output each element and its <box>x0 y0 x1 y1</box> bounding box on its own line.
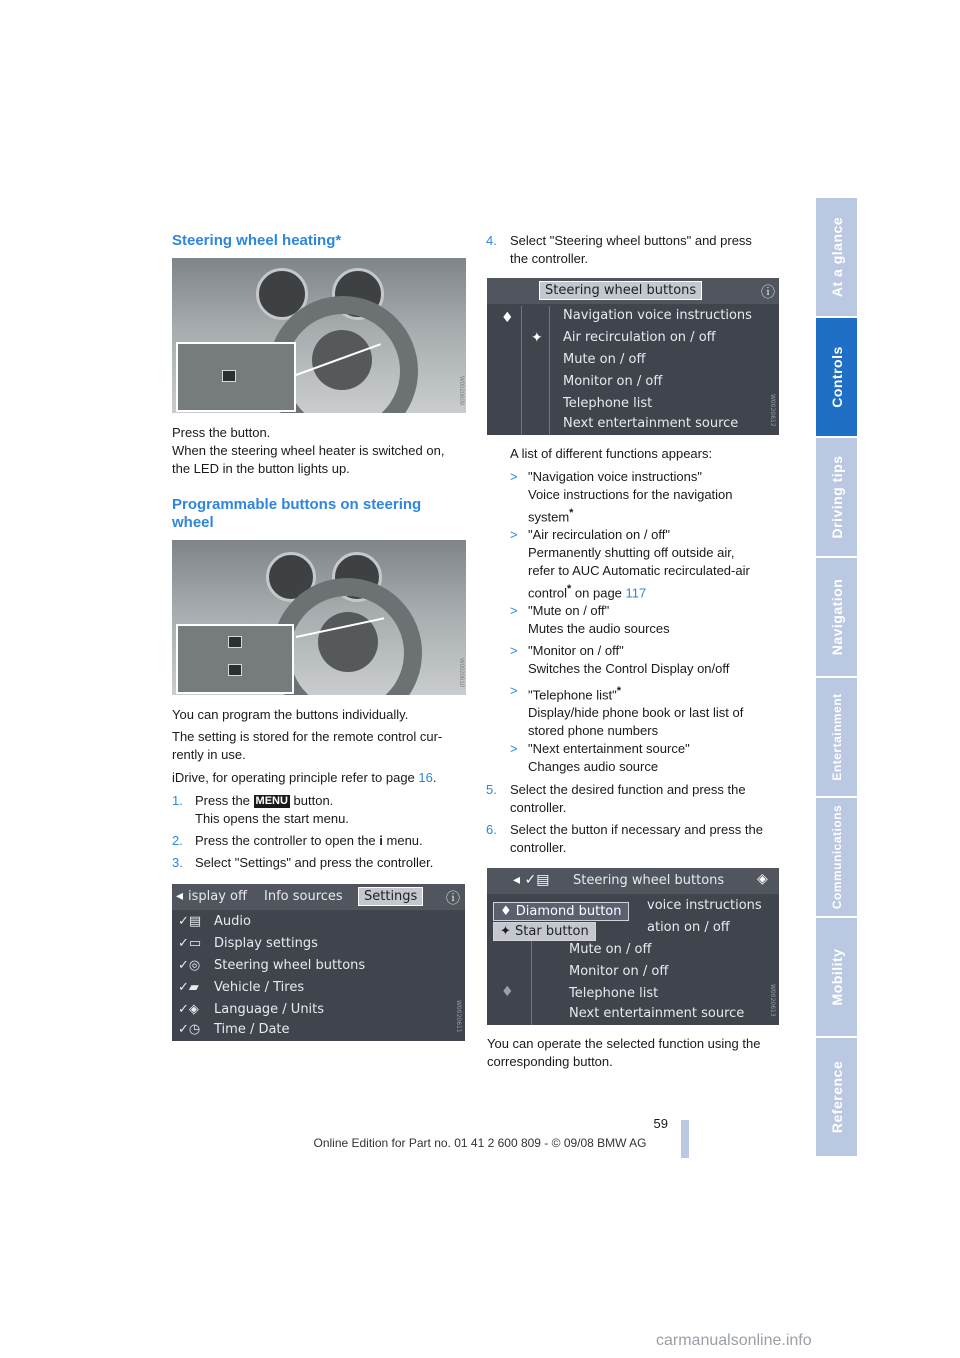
text-line: This opens the start menu. <box>195 811 349 826</box>
step-number: 5. <box>486 782 497 797</box>
menu-item: Display settings <box>214 936 318 951</box>
star-button-option <box>493 922 596 941</box>
text-line: Select the button if necessary and press the <box>510 822 763 837</box>
image-code: W0020610 <box>458 657 464 687</box>
tab-label: Entertainment <box>829 693 844 781</box>
menu-item: Mute on / off <box>563 352 646 367</box>
text-line: Display/hide phone book or last list of <box>528 705 744 721</box>
text: . <box>432 770 437 785</box>
bullet-arrow: > <box>510 683 518 698</box>
tab-navigation[interactable] <box>816 558 857 676</box>
tab-label: Driving tips <box>828 455 845 539</box>
bullet-item <box>510 642 800 676</box>
steering-wheel-icon: ✓◎ <box>178 958 201 973</box>
text: control <box>528 585 568 601</box>
bullet-item <box>510 468 800 525</box>
tab-label: Reference <box>828 1060 845 1134</box>
option-star: * <box>616 685 622 697</box>
menu-key-icon: MENU <box>255 795 288 807</box>
text-line: refer to AUC Automatic recirculated-air <box>528 563 750 578</box>
display-icon: ✓▭ <box>178 936 202 951</box>
text-line: controller. <box>510 800 567 815</box>
info-icon: ⓘ <box>446 891 460 907</box>
tab-driving-tips[interactable] <box>816 438 857 556</box>
menu-item: voice instructions <box>647 898 762 913</box>
bullet-title: "Mute on / off" <box>528 603 610 618</box>
back-arrow-icon: ◂ ✓▤ <box>513 872 550 888</box>
steering-wheel-heating-photo <box>172 258 466 413</box>
tab-label: Navigation <box>828 578 845 656</box>
popup-label: Diamond button <box>515 904 622 919</box>
bullet-item <box>510 526 800 601</box>
step-number: 6. <box>486 822 497 837</box>
step-number: 1. <box>172 793 183 808</box>
menu-item: Monitor on / off <box>569 964 669 979</box>
tab-label: Controls <box>828 346 845 408</box>
text-line: When the steering wheel heater is switched on, <box>172 443 445 458</box>
step-number: 3. <box>172 855 183 870</box>
text: Select "Settings" and press the controller. <box>195 855 434 870</box>
image-code: W0020612 <box>769 394 776 427</box>
steering-wheel-buttons-screen <box>487 278 779 435</box>
bullet-arrow: > <box>510 741 518 756</box>
paragraph: You can program the buttons individually. <box>172 707 409 722</box>
menu-item: Air recirculation on / off <box>563 330 716 345</box>
bullet-arrow: > <box>510 527 518 542</box>
menu-item: Vehicle / Tires <box>214 980 305 995</box>
controller-icon: ◈ <box>757 871 768 887</box>
popup-label: Star button <box>515 924 589 939</box>
text-line: Select the desired function and press the <box>510 782 746 797</box>
menu-item: Time / Date <box>214 1022 290 1037</box>
tab-entertainment[interactable] <box>816 678 857 796</box>
heading-line: Programmable buttons on steering <box>172 496 422 513</box>
paragraph <box>172 424 444 478</box>
text: Press the <box>195 793 254 808</box>
step-3 <box>172 854 434 872</box>
tab-mobility[interactable] <box>816 918 857 1036</box>
list-intro: A list of different functions appears: <box>510 446 713 461</box>
bullet-item <box>510 602 800 636</box>
chapter-tabs <box>816 198 857 1160</box>
info-icon: i <box>379 833 383 848</box>
text-line: The setting is stored for the remote control cur- <box>172 729 443 744</box>
menu-item: ation on / off <box>647 920 730 935</box>
diamond-icon: ♦ <box>501 310 514 326</box>
diamond-button-option <box>493 902 629 921</box>
tab-controls[interactable] <box>816 318 857 436</box>
tab-settings: Settings <box>358 887 423 906</box>
text-line: the LED in the button lights up. <box>172 461 350 476</box>
audio-icon: ✓▤ <box>178 914 202 929</box>
language-icon: ✓◈ <box>178 1002 199 1017</box>
star-icon: ✦ <box>500 924 516 939</box>
step-6 <box>486 821 763 855</box>
text-line: controller. <box>510 840 567 855</box>
button-assignment-screen <box>487 868 779 1025</box>
step-5 <box>486 781 746 815</box>
tab-at-a-glance[interactable] <box>816 198 857 316</box>
bullet-arrow: > <box>510 469 518 484</box>
menu-item: Monitor on / off <box>563 374 663 389</box>
text: Press the controller to open the <box>195 833 380 848</box>
bullet-arrow: > <box>510 643 518 658</box>
bullet-title: "Monitor on / off" <box>528 643 624 658</box>
footer-text: Online Edition for Part no. 01 41 2 600 809 - © 09/08 BMW AG <box>313 1136 647 1150</box>
paragraph <box>172 769 437 787</box>
option-star: * <box>569 507 574 519</box>
text: button. <box>289 793 334 808</box>
text-line: Changes audio source <box>528 759 659 774</box>
menu-item: Mute on / off <box>569 942 652 957</box>
text-line: Permanently shutting off outside air, <box>528 545 735 560</box>
menu-top-item: Info sources <box>264 889 343 904</box>
programmable-buttons-photo <box>172 540 466 695</box>
image-code: W0020613 <box>769 984 776 1017</box>
bullet-title: "Navigation voice instructions" <box>528 469 702 484</box>
menu-top-item: isplay off <box>188 889 247 904</box>
image-code: W0020609 <box>458 375 464 405</box>
page-link[interactable]: 16 <box>418 770 433 785</box>
bullet-title: "Telephone list" <box>528 687 617 703</box>
text-line: Select "Steering wheel buttons" and press <box>510 233 752 248</box>
text-line: Switches the Control Display on/off <box>528 661 730 676</box>
page-number: 59 <box>653 1116 668 1131</box>
heading-line: wheel <box>172 514 214 531</box>
menu-item: Next entertainment source <box>569 1006 745 1021</box>
step-number: 4. <box>486 233 497 248</box>
text: menu. <box>382 833 423 848</box>
text-line: corresponding button. <box>487 1054 613 1069</box>
option-star: * <box>567 583 572 595</box>
bullet-title: "Air recirculation on / off" <box>528 527 670 542</box>
text-line: system <box>528 509 570 525</box>
step-number: 2. <box>172 833 183 848</box>
info-icon: ⓘ <box>761 285 775 301</box>
screen-title: Steering wheel buttons <box>573 873 725 888</box>
text: on page <box>571 585 626 601</box>
closing-paragraph <box>487 1035 760 1071</box>
text: iDrive, for operating principle refer to page <box>172 770 419 785</box>
heading-steering-wheel-heating: Steering wheel heating* <box>172 232 342 249</box>
text-line: You can operate the selected function using the <box>487 1036 761 1051</box>
menu-item: Telephone list <box>569 986 659 1001</box>
text-line: Voice instructions for the navigation <box>528 487 733 502</box>
text-line: the controller. <box>510 251 589 266</box>
watermark: carmanualsonline.info <box>656 1332 812 1349</box>
settings-menu-screen <box>172 884 465 1041</box>
clock-icon: ✓◷ <box>178 1022 201 1037</box>
step-2 <box>172 832 423 850</box>
vehicle-icon: ✓▰ <box>178 980 199 995</box>
bullet-item <box>510 682 800 739</box>
text-line: Press the button. <box>172 425 271 440</box>
star-icon: ✦ <box>531 330 543 346</box>
menu-item: Audio <box>214 914 251 929</box>
tab-communications[interactable] <box>816 798 857 916</box>
menu-item: Telephone list <box>563 396 653 411</box>
text-line: rently in use. <box>172 747 246 762</box>
step-1 <box>172 792 349 826</box>
menu-item: Navigation voice instructions <box>563 308 752 323</box>
bullet-arrow: > <box>510 603 518 618</box>
text-line: stored phone numbers <box>528 723 659 739</box>
tab-label: Mobility <box>828 948 845 1006</box>
back-arrow-icon: ◂ <box>176 888 184 904</box>
tab-label: At a glance <box>828 216 845 298</box>
page-link[interactable]: 117 <box>625 585 647 601</box>
tab-label: Communications <box>829 804 844 910</box>
menu-item: Next entertainment source <box>563 416 739 431</box>
screen-title: Steering wheel buttons <box>539 281 702 300</box>
image-code: W0020611 <box>455 1000 462 1033</box>
text-line: Mutes the audio sources <box>528 621 670 636</box>
bullet-title: "Next entertainment source" <box>528 741 690 756</box>
diamond-icon: ♦ <box>500 904 516 919</box>
menu-item: Steering wheel buttons <box>214 958 366 973</box>
paragraph <box>172 728 442 764</box>
menu-item: Language / Units <box>214 1002 325 1017</box>
step-4 <box>486 232 752 266</box>
diamond-icon: ♦ <box>501 984 514 1000</box>
bullet-item <box>510 740 800 774</box>
heading-programmable-buttons <box>172 496 421 532</box>
